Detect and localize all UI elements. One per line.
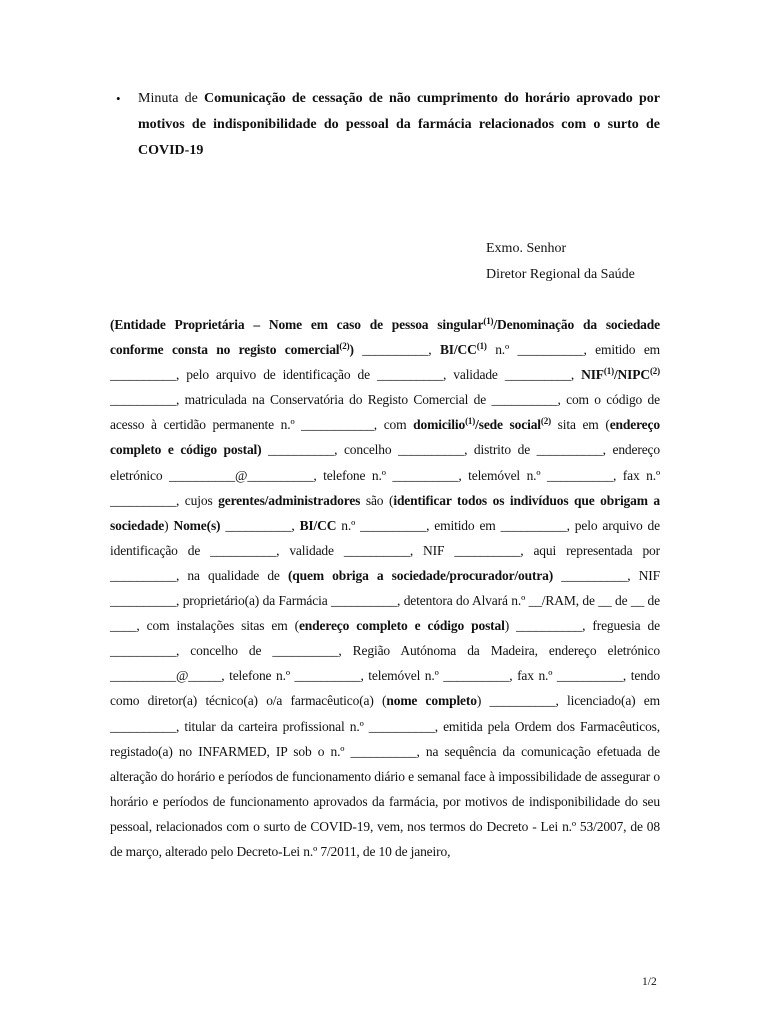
body-bold: identificar todos os indivíduos que obrigam a sociedade (110, 492, 661, 533)
body-text: __________, concelho __________, distrito de __________, endereço eletrónico __________@__________, telefone n.º __________, telemóvel n.º __________, fax n.º __________, cujos (110, 442, 660, 508)
page-number: 1/2 (642, 976, 657, 988)
footnote-ref: (2) (339, 341, 350, 352)
body-text: __________, matriculada na Conservatória do Registo Comercial de __________, com o código de acesso à certidão permanente n.º ___________, com (110, 392, 660, 433)
body-bold: NIF (581, 367, 604, 383)
body-bold: ) (349, 342, 354, 358)
title-bold: Comunicação de cessação de não cumprimento do horário aprovado por motivos de indisponibilidade do pessoal da farmácia relacionados com o surto de COVID-19 (138, 91, 660, 158)
body-bold: gerentes/administradores (218, 492, 361, 508)
footnote-ref: (1) (483, 316, 494, 326)
addressee-line-1: Exmo. Senhor (486, 241, 567, 256)
body-text: __________, NIF __________, proprietário(a) da Farmácia __________, detentora do Alvará n.º __/RAM, de __ de __ de ____, com instalações sitas em ( (110, 567, 661, 634)
body-bold: /NIPC (613, 367, 650, 383)
body-bold: endereço completo e código postal (298, 618, 505, 634)
addressee-block (486, 236, 635, 288)
addressee-line-2: Diretor Regional da Saúde (486, 267, 635, 282)
body-bold: domicilio (413, 417, 466, 433)
footnote-ref: (2) (540, 416, 551, 427)
body-bold: BI/CC (439, 342, 477, 358)
body-text: ) __________, licenciado(a) em __________, titular da carteira profissional n.º __________, emitida pela Ordem dos Farmacêuticos, registado(a) no INFARMED, IP sob o n.º __________, na sequência da comunicação efetuada de alteração do horário e períodos de funcionamento diário e semanal face à impossibilidade de assegurar o horário e períodos de funcionamento aprovados da farmácia, por motivos de indisponibilidade do seu pessoal, relacionados com o surto de COVID-19, vem, nos termos do Decreto - Lei n.º 53/2007, de 08 de março, alterado pelo Decreto-Lei n.º 7/2011, de 10 de janeiro, (110, 693, 660, 859)
body-bold: /sede social (475, 417, 541, 433)
body-text: n.º __________, emitido em __________, pelo arquivo de identificação de __________, validade __________, (110, 342, 661, 383)
body-bold: BI/CC (299, 517, 337, 533)
body-text: sita em ( (550, 417, 610, 433)
body-text: __________, (353, 342, 440, 358)
body-bold: nome completo (386, 693, 477, 709)
body-text: __________, (220, 517, 300, 533)
document-title (138, 86, 660, 164)
body-bold: endereço completo e código postal) (110, 417, 660, 458)
bullet-icon: • (116, 91, 121, 106)
body-text: são ( (360, 492, 394, 508)
body-text: ) (164, 517, 174, 533)
body-bold: /Denominação da sociedade conforme consta no registo comercial (110, 317, 660, 358)
body-bold: (Entidade Proprietária – Nome em caso de pessoa singular (110, 317, 484, 332)
footnote-ref: (1) (465, 416, 476, 427)
footnote-ref: (1) (476, 341, 487, 352)
title-prefix: Minuta de (138, 91, 205, 106)
body-bold: (quem obriga a sociedade/procurador/outra) (287, 567, 554, 583)
footnote-ref: (2) (649, 366, 660, 377)
body-text: ) __________, freguesia de __________, concelho de __________, Região Autónoma da Madeira, endereço eletrónico __________@_____, telefone n.º __________, telemóvel n.º __________, fax n.º __________, tendo como diretor(a) técnico(a) o/a farmacêutico(a) ( (110, 618, 660, 709)
body-paragraph (110, 312, 660, 864)
footnote-ref: (1) (603, 366, 614, 377)
body-bold: Nome(s) (173, 517, 221, 533)
body-text: n.º __________, emitido em __________, pelo arquivo de identificação de __________, validade __________, NIF __________, aqui representada por __________, na qualidade de (110, 517, 660, 583)
